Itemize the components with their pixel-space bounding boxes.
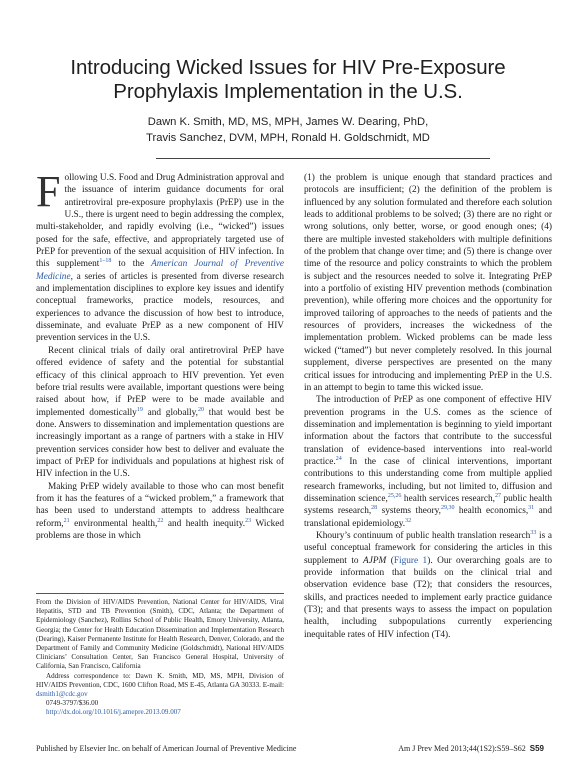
author-line-1: Dawn K. Smith, MD, MS, MPH, James W. Dearing, PhD, (147, 116, 429, 128)
figure-link[interactable]: Figure 1 (393, 555, 428, 566)
reference-link[interactable]: 31 (528, 505, 535, 512)
journal-abbrev: AJPM (363, 555, 387, 566)
reference-link[interactable]: 1–18 (99, 258, 112, 265)
page-number: S59 (529, 744, 544, 753)
reference-link[interactable]: 22 (157, 517, 164, 524)
title-divider (156, 158, 490, 159)
journal-link[interactable]: American Journal of Preventive Medicine (36, 259, 284, 282)
reference-link[interactable]: 32 (405, 517, 412, 524)
footnote (36, 598, 284, 718)
reference-link[interactable]: 21 (63, 517, 70, 524)
reference-link[interactable]: 19 (136, 406, 143, 413)
reference-link[interactable]: 20 (197, 406, 204, 413)
issn: 0749-3797/$36.00 (46, 699, 99, 708)
paragraph: The introduction of PrEP as one component of effective HIV prevention programs in the U.S. comes as the science of dissemination and implementation is beginning to yield important information about the factors that contribute to the successful translation of evidence-based interventions into real-world practice.$^{24}$ In the case of clinical interventions, important contributions to this understanding come from multiple applied research frameworks, including, but not limited to, diffusion and dissemination science,$^{25,26}$ health services research,$^{27}$ public health systems research,$^{28}$ systems theory,$^{29,30}$ health economics,$^{31}$ and translational epidemiology.$^{32}$ (304, 395, 553, 529)
author-line-2: Travis Sanchez, DVM, MPH, Ronald H. Goldschmidt, MD (146, 132, 430, 144)
publisher-note: Published by Elsevier Inc. on behalf of American Journal of Preventive Medicine (36, 744, 297, 753)
left-column (36, 167, 285, 542)
footnote-divider (36, 593, 284, 594)
author-list (20, 114, 556, 146)
reference-link[interactable]: 29,30 (440, 505, 455, 512)
paragraph: Khoury’s continuum of public health translation research$^{33}$ is a useful conceptual framework for considering the articles in this supplement to AJPM (Figure 1). Our overarching goals are to provide information that builds on the clinical trial and observation evidence base (T2); that considers the resources, skills, and practices needed to implement early practice guidance (T3); and that presents ways to assess the impact on population health, including subpopulations currently experiencing inequitable rates of HIV infection (T4). (304, 529, 553, 640)
citation: Am J Prev Med 2013;44(1S2):S59–S62 S59 (398, 744, 544, 753)
reference-link[interactable]: 25,26 (387, 492, 402, 499)
reference-link[interactable]: 33 (530, 529, 537, 536)
affiliations: From the Division of HIV/AIDS Prevention, National Center for HIV/AIDS, Viral Hepatitis, STD and TB Prevention (Smith), CDC, Atlanta; the Department of Epidemiology (Sanchez), Rollins School of Public Health, Emory University, Atlanta, Georgia; the Center for Health Education Dissemination and Implementation Research (Dearing), Kaiser Permanente Institute for Health Research, Denver, Colorado, and the Department of Family and Community Medicine (Goldschmidt), National HIV/AIDS Clinicians’ Consultation Center, San Francisco General Hospital, University of California, San Francisco, California (36, 598, 284, 671)
paragraph: (1) the problem is unique enough that standard practices and protocols are insufficient; (2) the definition of the problem is influenced by any solution formulated and therefore each solution leads to additional problems to be solved; (3) there are no right or wrong solutions, only better, worse, or good enough ones; (4) there are multiple invested stakeholders with multiple definitions of the problem that change over time; and (5) there is change over time of the resource and policy constraints to which the problem is subject and the resources needed to solve it. Integrating PrEP into a portfolio of existing HIV prevention methods (combination prevention), while offering more choices and the opportunity for improved tailoring of approaches to the needs of patients and the resources of providers, increases the wickedness of the implementation problem. Wicked problems can be made less wicked (“tamed”) but never completely resolved. In this journal supplement, diverse perspectives are presented on the many critical issues for introducing and implementing PrEP in the U.S. in an attempt to begin to tame this wicked issue. (304, 173, 552, 393)
reference-link[interactable]: 23 (245, 517, 252, 524)
drop-cap: F (36, 167, 61, 216)
right-column (304, 172, 552, 641)
reference-link[interactable]: 27 (494, 492, 501, 499)
reference-link[interactable]: 28 (371, 505, 378, 512)
reference-link[interactable]: 24 (335, 455, 342, 462)
article-title: Introducing Wicked Issues for HIV Pre-Exposure Prophylaxis Implementation in the U.S. (70, 56, 506, 103)
paragraph: Making PrEP widely available to those who can most benefit from it has the features of a “wicked problem,” a framework that has been used to understand attempts to address healthcare reform,$^{21}$ environmental health,$^{22}$ and health inequity.$^{23}$ Wicked problems are those in which (36, 481, 284, 541)
correspondence: Address correspondence to: Dawn K. Smith, MD, MS, MPH, Division of HIV/AIDS Prevention, CDC, 1600 Clifton Road, MS E-45, Atlanta GA 30333. E-mail: dsmith1@cdc.gov (36, 671, 284, 699)
paragraph: Following U.S. Food and Drug Administration approval and the issuance of interim guidance documents for oral antiretroviral pre-exposure prophylaxis (PrEP) use in the U.S., there is urgent need to begin addressing the complex, multi-stakeholder, and rapidly evolving (i.e., “wicked”) issues posed for the safe, effective, and appropriately targeted use of PrEP for prevention of the sexual acquisition of HIV infection. In this supplement$^{1-18}$ to the American Journal of Preventive Medicine, a series of articles is presented from diverse research and implementation disciplines to explore key issues and identify conceptual frameworks, practice models, resources, and experiences to advance the discussion of how best to introduce, disseminate, and evaluate PrEP as a new component of HIV prevention services in the U.S. (36, 167, 284, 344)
paragraph: Recent clinical trials of daily oral antiretroviral PrEP have offered evidence of safety and the potential for substantial efficacy of this clinical approach to HIV prevention. Yet even before trial results were available, important questions were being raised about how, if PrEP were to be made available and implemented domestically$^{19}$ and globally,$^{20}$ that would best be done. Answers to dissemination and implementation questions are increasingly important as a range of partners with a stake in HIV prevention services consider how best to deliver and evaluate the impact of PrEP for individuals and populations at highest risk of HIV infection in the U.S. (36, 345, 285, 480)
doi-link[interactable]: http://dx.doi.org/10.1016/j.amepre.2013.09.007 (46, 708, 181, 717)
email-link[interactable]: dsmith1@cdc.gov (36, 690, 88, 699)
